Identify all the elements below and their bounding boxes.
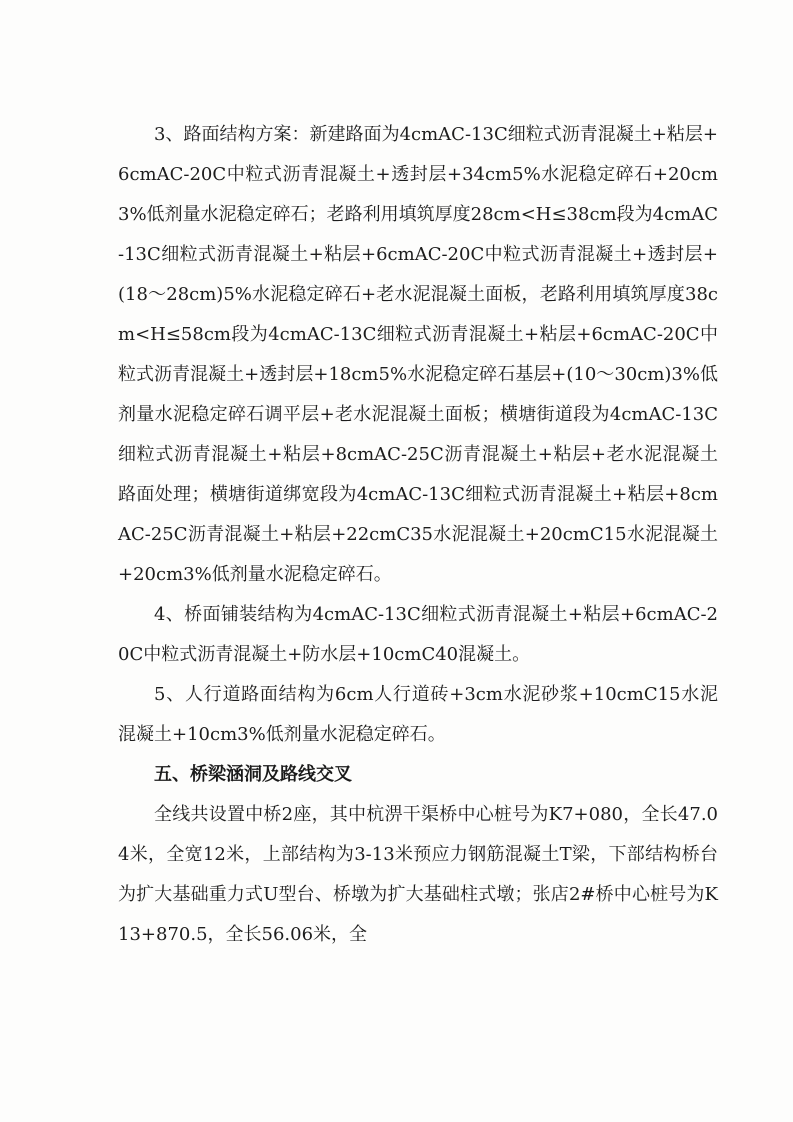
document-body [118, 115, 718, 955]
paragraph-sidewalk: 5、人行道路面结构为6cm人行道砖+3cm水泥砂浆+10cmC15水泥混凝土+10cm3%低剂量水泥稳定碎石。 [118, 684, 718, 745]
paragraph-bridges: 全线共设置中桥2座，其中杭淠干渠桥中心桩号为K7+080，全长47.04米，全宽12米，上部结构为3-13米预应力钢筋混凝土T梁，下部结构桥台为扩大基础重力式U型台、桥墩为扩大基础柱式墩；张店2#桥中心桩号为K13+870.5，全长56.06米，全 [118, 804, 718, 945]
section-heading: 五、桥梁涵洞及路线交叉 [154, 764, 352, 785]
paragraph-pavement-structure: 3、路面结构方案：新建路面为4cmAC-13C细粒式沥青混凝土+粘层+6cmAC-20C中粒式沥青混凝土+透封层+34cm5%水泥稳定碎石+20cm3%低剂量水泥稳定碎石；老路利用填筑厚度28cm<H≤38cm段为4cmAC-13C细粒式沥青混凝土+粘层+6cmAC-20C中粒式沥青混凝土+透封层+(18～28cm)5%水泥稳定碎石+老水泥混凝土面板，老路利用填筑厚度38cm<H≤58cm段为4cmAC-13C细粒式沥青混凝土+粘层+6cmAC-20C中粒式沥青混凝土+透封层+18cm5%水泥稳定碎石基层+(10～30cm)3%低剂量水泥稳定碎石调平层+老水泥混凝土面板；横塘街道段为4cmAC-13C细粒式沥青混凝土+粘层+8cmAC-25C沥青混凝土+粘层+老水泥混凝土路面处理；横塘街道绑宽段为4cmAC-13C细粒式沥青混凝土+粘层+8cmAC-25C沥青混凝土+粘层+22cmC35水泥混凝土+20cmC15水泥混凝土+20cm3%低剂量水泥稳定碎石。 [118, 124, 718, 585]
paragraph-bridge-deck: 4、桥面铺装结构为4cmAC-13C细粒式沥青混凝土+粘层+6cmAC-20C中粒式沥青混凝土+防水层+10cmC40混凝土。 [118, 604, 718, 665]
